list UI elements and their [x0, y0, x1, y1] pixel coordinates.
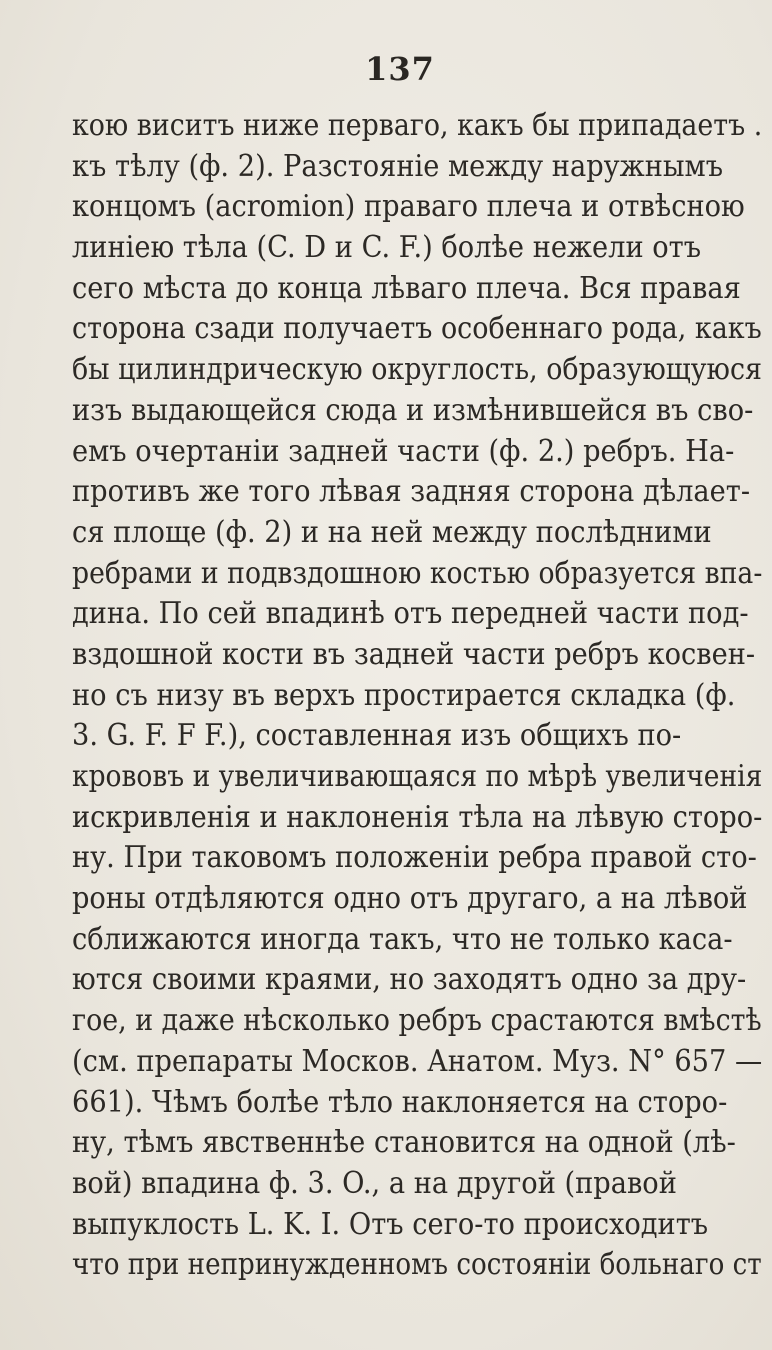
text-line: кою виситъ ниже перваго, какъ бы припадаетъ .: [72, 108, 763, 143]
text-line: ся площе (ф. 2) и на ней между послѣдними: [72, 514, 712, 550]
text-line: 3. G. F. F F.), составленная изъ общихъ по-: [72, 718, 682, 754]
text-line: ребрами и подвздошною костью образуется впа-: [72, 555, 763, 591]
text-line: крововъ и увеличивающаяся по мѣрѣ увеличенія: [72, 759, 763, 794]
text-line: линіею тѣла (C. D и C. F.) болѣе нежели отъ: [72, 230, 702, 266]
text-line: вздошной кости въ задней части ребръ косвен-: [72, 636, 756, 672]
text-line: емъ очертаніи задней части (ф. 2.) ребръ. На-: [72, 433, 735, 469]
body-text: [72, 106, 772, 1286]
text-line: ются своими краями, но заходятъ одно за дру-: [72, 962, 747, 998]
text-line: дина. По сей впадинѣ отъ передней части под-: [72, 596, 749, 632]
text-line: сего мѣста до конца лѣваго плеча. Вся правая: [72, 270, 741, 306]
text-line: концомъ (acromion) праваго плеча и отвѣсною: [72, 189, 745, 225]
page-number: 137: [365, 50, 435, 88]
text-line: искривленія и наклоненія тѣла на лѣвую сторо-: [72, 799, 763, 835]
text-line: выпуклость L. K. I. Отъ сего-то происходитъ: [72, 1206, 709, 1242]
text-line: но съ низу въ верхъ простирается складка (ф.: [72, 677, 736, 713]
text-line: ну. При таковомъ положеніи ребра правой сто-: [72, 840, 757, 876]
text-line: вой) впадина ф. 3. O., а на другой (правой: [72, 1165, 677, 1201]
text-line: ну, тѣмъ явственнѣе становится на одной (лѣ-: [72, 1125, 736, 1161]
text-line: къ тѣлу (ф. 2). Разстояніе между наружнымъ: [72, 148, 724, 184]
text-line: противъ же того лѣвая задняя сторона дѣлает-: [72, 474, 751, 510]
text-line: (см. препараты Москов. Анатом. Муз. N° 657 —: [72, 1043, 763, 1079]
text-line: бы цилиндрическую округлость, образующуюся: [72, 352, 762, 388]
text-line: 661). Чѣмъ болѣе тѣло наклоняется на сторо-: [72, 1084, 728, 1120]
text-line: изъ выдающейся сюда и измѣнившейся въ сво-: [72, 392, 754, 428]
text-line: сближаются иногда такъ, что не только каса-: [72, 921, 733, 957]
text-line: роны отдѣляются одно отъ другаго, а на лѣвой: [72, 881, 748, 917]
text-line: гое, и даже нѣсколько ребръ срастаются вмѣстѣ: [72, 1003, 762, 1039]
text-line: что при непринужденномъ состояніи больнаго ст: [72, 1247, 762, 1283]
text-line: сторона сзади получаетъ особеннаго рода, какъ: [72, 311, 762, 347]
